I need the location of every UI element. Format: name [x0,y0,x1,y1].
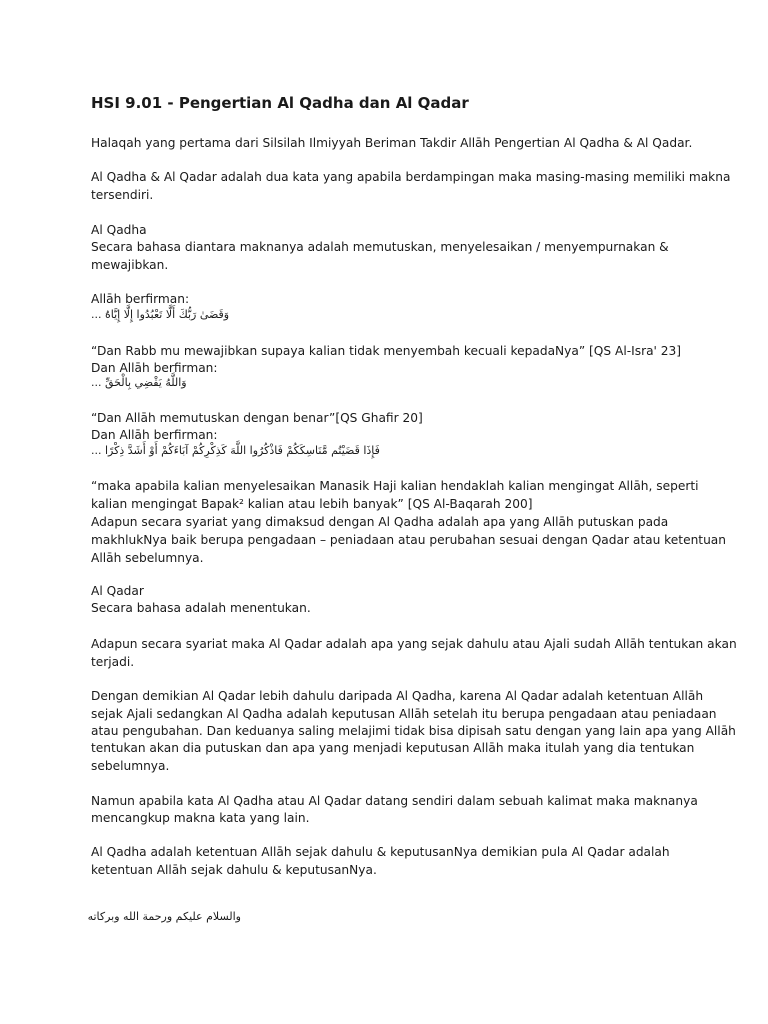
firman-1-arabic: وَقَضَىٰ رَبُّكَ أَلَّا تَعْبُدُوا إِلَّا إِيَّاهُ ... [91,308,230,321]
qadha-syariat-line-2: makhlukNya baik berupa pengadaan – peniadaan atau perubahan sesuai dengan Qadar atau ketentuan [91,533,726,547]
definition-line-1: Al Qadha & Al Qadar adalah dua kata yang apabila berdampingan maka masing-masing memiliki makna [91,170,731,184]
standalone-line-2: mencangkup makna kata yang lain. [91,811,310,825]
qadar-language: Secara bahasa adalah menentukan. [91,601,311,615]
conclusion-line-1: Al Qadha adalah ketentuan Allāh sejak dahulu & keputusanNya demikian pula Al Qadar adalah [91,845,670,859]
firman-3-label: Dan Allāh berfirman: [91,428,218,442]
qadha-language-line-1: Secara bahasa diantara maknanya adalah memutuskan, menyelesaikan / menyempurnakan & [91,240,669,254]
relation-line-3: atau pengubahan. Dan keduanya saling melajimi tidak bisa dipisah satu dengan yang lain apa yang Allāh [91,724,736,738]
conclusion-line-2: ketentuan Allāh sejak dahulu & keputusanNya. [91,863,377,877]
relation-line-2: sejak Ajali sedangkan Al Qadha adalah keputusan Allāh setelah itu berupa pengadaan atau peniadaan [91,707,717,721]
document-title: HSI 9.01 - Pengertian Al Qadha dan Al Qadar [91,94,469,112]
intro-paragraph: Halaqah yang pertama dari Silsilah Ilmiyyah Beriman Takdir Allāh Pengertian Al Qadha & Al Qadar. [91,136,693,150]
translation-3-line-2: kalian mengingat Bapak² kalian atau lebih banyak” [QS Al-Baqarah 200] [91,497,533,511]
qadha-syariat-line-3: Allāh sebelumnya. [91,551,204,565]
relation-line-5: sebelumnya. [91,759,170,773]
qadha-heading: Al Qadha [91,223,147,237]
qadar-syariat-line-1: Adapun secara syariat maka Al Qadar adalah apa yang sejak dahulu atau Ajali sudah Allāh tentukan akan [91,637,737,651]
translation-2: “Dan Allāh memutuskan dengan benar”[QS Ghafir 20] [91,411,423,425]
relation-line-1: Dengan demikian Al Qadar lebih dahulu daripada Al Qadha, karena Al Qadar adalah ketentuan Allāh [91,689,704,703]
definition-line-2: tersendiri. [91,188,154,202]
firman-3-arabic: فَإِذَا قَضَيْتُم مَّنَاسِكَكُمْ فَاذْكُرُوا اللَّهَ كَذِكْرِكُمْ آبَاءَكُمْ أَوْ أَشَدَّ ذِكْرًا ... [91,444,380,457]
firman-2-arabic: وَاللَّهُ يَقْضِي بِالْحَقِّ ... [91,376,187,389]
qadar-heading: Al Qadar [91,584,144,598]
firman-1-label: Allāh berfirman: [91,292,190,306]
qadar-syariat-line-2: terjadi. [91,655,135,669]
qadha-syariat-line-1: Adapun secara syariat yang dimaksud dengan Al Qadha adalah apa yang Allāh putuskan pada [91,515,669,529]
standalone-line-1: Namun apabila kata Al Qadha atau Al Qadar datang sendiri dalam sebuah kalimat maka maknanya [91,794,698,808]
translation-1: “Dan Rabb mu mewajibkan supaya kalian tidak menyembah kecuali kepadaNya” [QS Al-Isra' 23] [91,344,682,358]
qadha-language-line-2: mewajibkan. [91,258,169,272]
translation-3-line-1: “maka apabila kalian menyelesaikan Manasik Haji kalian hendaklah kalian mengingat Allāh, seperti [91,479,699,493]
firman-2-label: Dan Allāh berfirman: [91,361,218,375]
relation-line-4: tentukan akan dia putuskan dan apa yang menjadi keputusan Allāh maka itulah yang dia tentukan [91,741,695,755]
closing-salam-arabic: والسلام عليكم ورحمة الله وبركاته [87,910,241,923]
